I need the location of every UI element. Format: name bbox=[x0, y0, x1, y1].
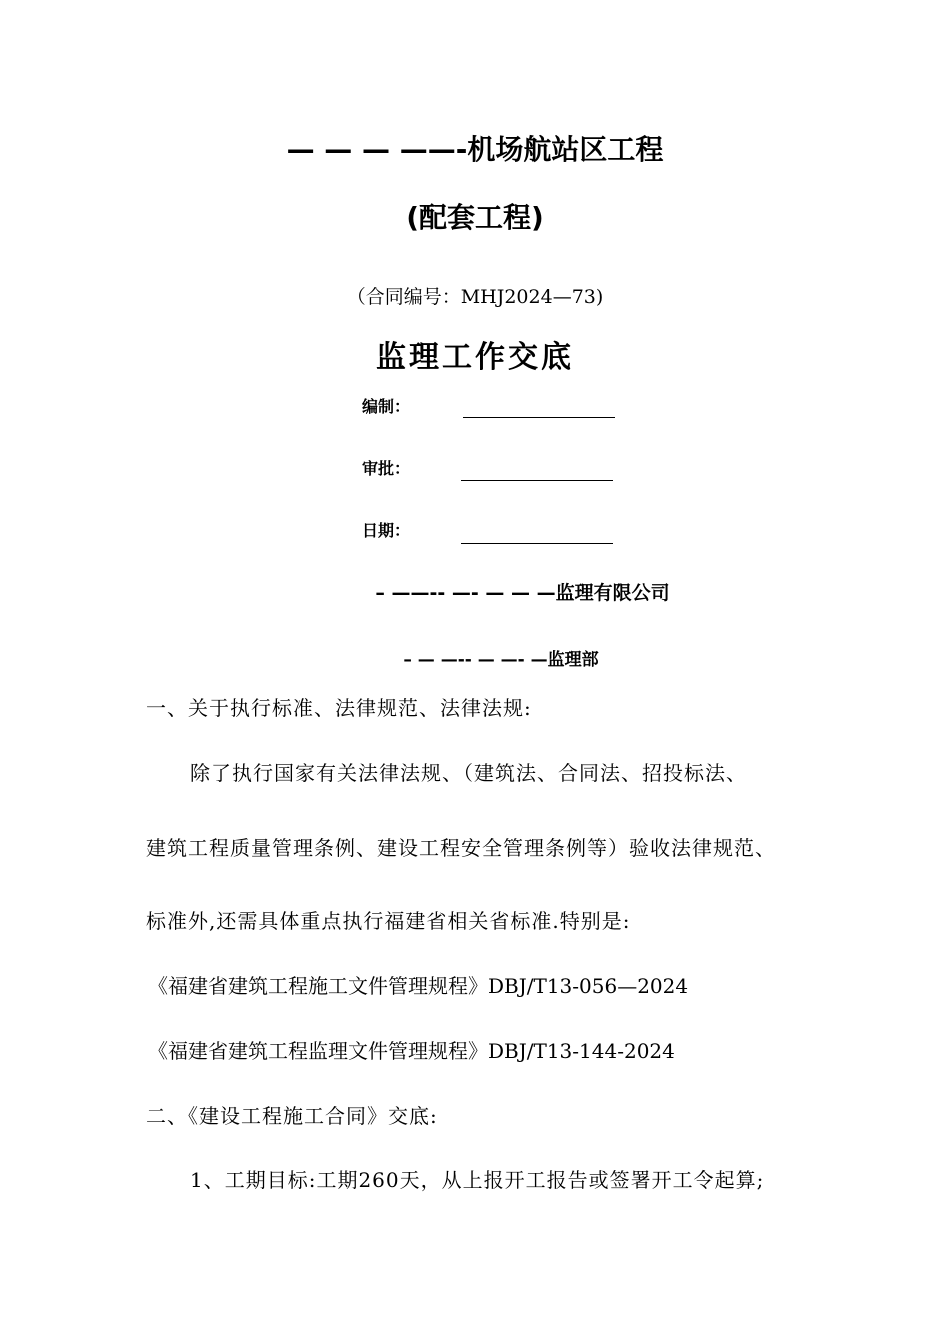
standard-item-1: 《福建省建筑工程施工文件管理规程》DBJ/T13-056—2024 bbox=[148, 974, 689, 998]
standard-item-2: 《福建省建筑工程监理文件管理规程》DBJ/T13-144-2024 bbox=[148, 1039, 675, 1063]
project-title: — — — ——-机场航站区工程 bbox=[286, 133, 664, 166]
department-name: – — —-- — —- —监理部 bbox=[403, 650, 599, 670]
compiler-signature-line bbox=[463, 417, 615, 418]
project-subtitle: (配套工程) bbox=[406, 201, 544, 234]
section-1-heading: 一、关于执行标准、法律规范、法律法规: bbox=[146, 696, 532, 720]
company-name: – ——-- —- — — —监理有限公司 bbox=[375, 582, 670, 604]
paragraph-line-1: 除了执行国家有关法律法规、（建筑法、合同法、招投标法、 bbox=[190, 761, 747, 785]
approver-label: 审批： bbox=[362, 459, 411, 478]
contract-number: （合同编号：MHJ2024—73) bbox=[346, 286, 604, 308]
date-label: 日期： bbox=[362, 521, 411, 540]
contract-item-1: 1、工期目标:工期260天，从上报开工报告或签署开工令起算; bbox=[190, 1168, 765, 1192]
paragraph-line-3: 标准外,还需具体重点执行福建省相关省标准.特别是: bbox=[146, 909, 631, 933]
approver-signature-line bbox=[461, 480, 613, 481]
compiler-label: 编制： bbox=[362, 397, 411, 416]
date-signature-line bbox=[461, 543, 613, 544]
document-title: 监理工作交底 bbox=[376, 340, 574, 375]
section-2-heading: 二、《建设工程施工合同》交底: bbox=[146, 1104, 438, 1128]
paragraph-line-2: 建筑工程质量管理条例、建设工程安全管理条例等）验收法律规范、 bbox=[146, 836, 776, 860]
